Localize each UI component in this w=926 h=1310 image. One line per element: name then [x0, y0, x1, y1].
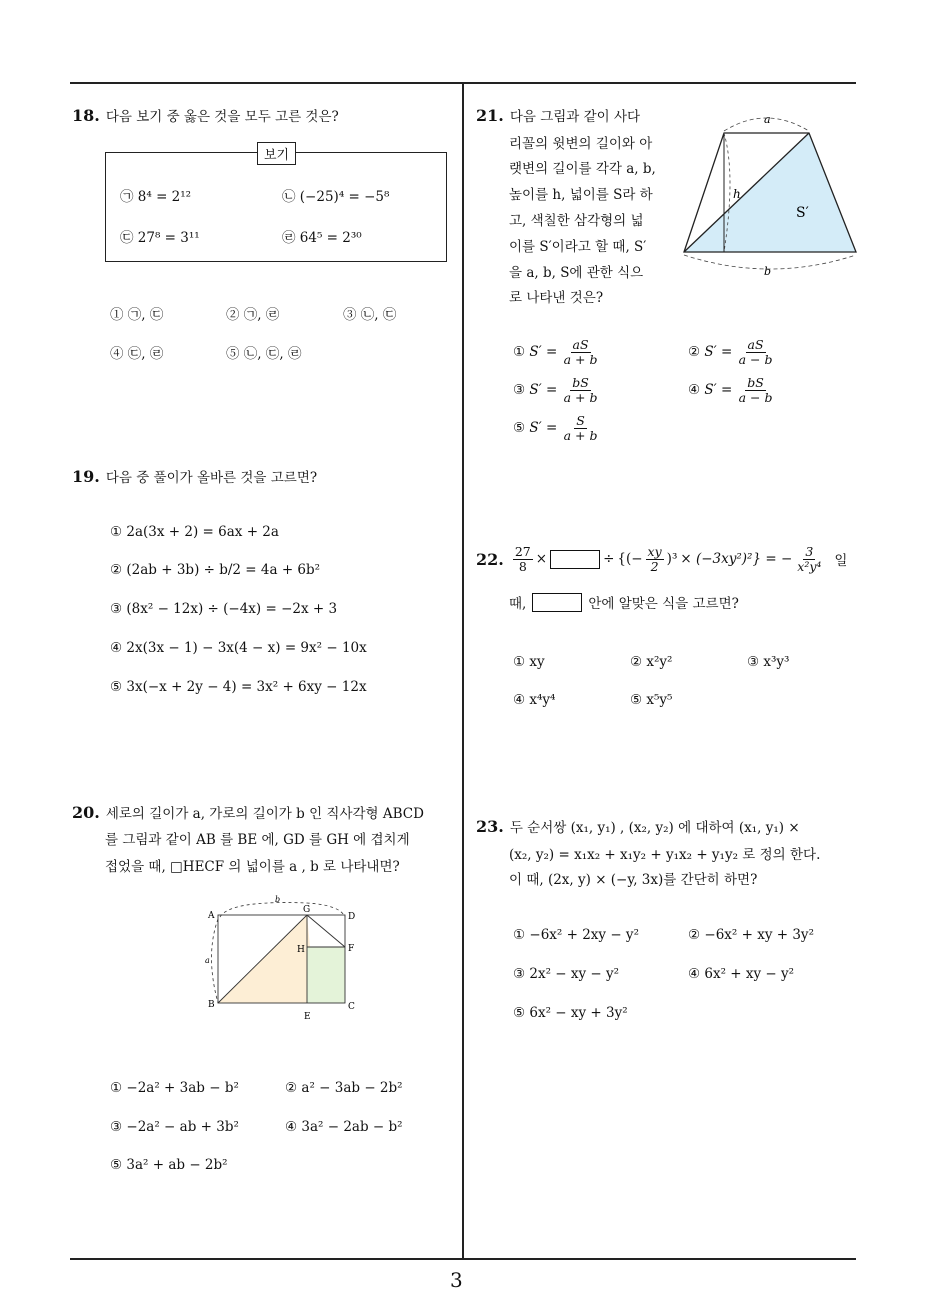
- q18-text: 다음 보기 중 옳은 것을 모두 고른 것은?: [105, 109, 339, 125]
- answer-choice[interactable]: ③ 2x² − xy − y²: [513, 966, 620, 982]
- divide-sign: ÷: [603, 551, 615, 568]
- label-b-length: b: [275, 895, 281, 904]
- label-a-vertex: A: [208, 911, 215, 921]
- fold-line-gf: [307, 915, 345, 947]
- page-number: 3: [450, 1268, 463, 1292]
- label-g-vertex: G: [303, 905, 311, 915]
- q22-number: 22.: [476, 549, 504, 569]
- answer-choice[interactable]: ② a² − 3ab − 2b²: [285, 1080, 403, 1096]
- q22-stem-line: [509, 592, 739, 612]
- q21-number: 21.: [476, 106, 504, 125]
- q21-figure: [676, 105, 864, 280]
- times-sign: ×: [535, 551, 548, 568]
- q21-stem-line: 랫변의 길이를 각각 a, b,: [509, 161, 656, 177]
- answer-choice[interactable]: ⑤ 3a² + ab − 2b²: [110, 1157, 228, 1173]
- label-b: b: [764, 265, 772, 278]
- answer-choice[interactable]: ① 2a(3x + 2) = 6ax + 2a: [110, 524, 279, 540]
- answer-blank-box: [532, 593, 582, 612]
- q20-stem-line: [72, 802, 424, 822]
- label-e-vertex: E: [304, 1012, 311, 1020]
- fraction-3-x2y4: $\frac{3}{\text{x²y⁴}}$: [797, 544, 822, 574]
- q21-stem-line: [476, 105, 640, 125]
- answer-choice[interactable]: ② S′ = $\frac{aS}{a - b}$: [688, 337, 773, 367]
- label-a: a: [764, 113, 771, 126]
- answer-choice[interactable]: ④ 2x(3x − 1) − 3x(4 − x) = 9x² − 10x: [110, 640, 367, 656]
- q21-stem-line: 로 나타낸 것은?: [509, 290, 604, 306]
- q21-stem-line: 고, 색칠한 삼각형의 넓: [509, 213, 644, 229]
- q23-stem-line: [476, 816, 800, 836]
- q19-stem: [72, 466, 317, 486]
- label-b-vertex: B: [208, 1000, 215, 1010]
- bogi-item: ㉡ (−25)⁴ = −5⁸: [282, 189, 390, 205]
- label-h-vertex: H: [297, 945, 305, 955]
- label-f-vertex: F: [348, 944, 355, 954]
- label-s-prime: S′: [796, 205, 809, 221]
- q20-stem-line: 를 그림과 같이 AB 를 BE 에, GD 를 GH 에 겹치게: [105, 832, 410, 848]
- q20-number: 20.: [72, 803, 100, 822]
- bogi-item: ㉢ 27⁸ = 3¹¹: [120, 230, 200, 246]
- dashed-arc-a: [212, 919, 219, 1003]
- q20-text: 세로의 길이가 a, 가로의 길이가 b 인 직사각형 ABCD: [105, 806, 424, 822]
- bottom-rule: [70, 1258, 856, 1260]
- brace-open: {(−: [617, 551, 643, 568]
- q21-text: 다음 그림과 같이 사다: [509, 109, 641, 125]
- answer-choice[interactable]: ③ −2a² − ab + 3b²: [110, 1119, 239, 1135]
- q23-stem-line: 이 때, (2x, y) × (−y, 3x)를 간단히 하면?: [509, 872, 758, 888]
- answer-choice[interactable]: ④ 6x² + xy − y²: [688, 966, 795, 982]
- answer-choice[interactable]: ① xy: [513, 654, 545, 670]
- q21-stem-line: 리꼴의 윗변의 길이와 아: [509, 136, 653, 152]
- power-3: )³: [666, 551, 678, 568]
- answer-choice[interactable]: ③ ㉡, ㉢: [343, 307, 397, 323]
- answer-blank-box: [550, 550, 600, 569]
- q19-number: 19.: [72, 467, 100, 486]
- answer-choice[interactable]: ① ㉠, ㉢: [110, 307, 164, 323]
- answer-choice[interactable]: ⑤ 3x(−x + 2y − 4) = 3x² + 6xy − 12x: [110, 679, 367, 695]
- bogi-title: 보기: [257, 142, 296, 165]
- answer-choice[interactable]: ④ S′ = $\frac{bS}{a - b}$: [688, 375, 773, 405]
- shaded-square-hecf: [307, 947, 345, 1003]
- q20-figure: [200, 895, 365, 1020]
- label-d-vertex: D: [348, 912, 356, 922]
- q18-number: 18.: [72, 106, 100, 125]
- answer-choice[interactable]: ③ (8x² − 12x) ÷ (−4x) = −2x + 3: [110, 601, 338, 617]
- q20-stem-line: 접었을 때, □HECF 의 넓이를 a , b 로 나타내면?: [105, 859, 400, 875]
- label-c-vertex: C: [348, 1002, 355, 1012]
- answer-choice[interactable]: ③ x³y³: [747, 654, 790, 670]
- answer-choice[interactable]: ⑤ x⁵y⁵: [630, 692, 673, 708]
- fraction-27-8: $\frac{27}{8}$: [514, 544, 531, 574]
- answer-choice[interactable]: ② ㉠, ㉣: [226, 307, 280, 323]
- answer-choice[interactable]: ⑤ 6x² − xy + 3y²: [513, 1005, 628, 1021]
- answer-choice[interactable]: ④ 3a² − 2ab − b²: [285, 1119, 403, 1135]
- label-a-length: a: [205, 956, 210, 965]
- q22-line2-end: 안에 알맞은 식을 고르면?: [588, 596, 739, 612]
- answer-choice[interactable]: ④ x⁴y⁴: [513, 692, 556, 708]
- answer-choice[interactable]: ② x²y²: [630, 654, 673, 670]
- answer-choice[interactable]: ④ ㉢, ㉣: [110, 346, 164, 362]
- answer-choice[interactable]: ① S′ = $\frac{aS}{a + b}$: [513, 337, 598, 367]
- answer-choice[interactable]: ⑤ S′ = $\frac{S}{a + b}$: [513, 413, 598, 443]
- bogi-item: ㉠ 8⁴ = 2¹²: [120, 189, 192, 205]
- q18-stem: [72, 105, 339, 125]
- q23-stem-line: (x₂, y₂) = x₁x₂ + x₁y₂ + y₁x₂ + y₁y₂ 로 정의 한다.: [509, 847, 821, 863]
- answer-choice[interactable]: ⑤ ㉡, ㉢, ㉣: [226, 346, 302, 362]
- q21-stem-line: 높이를 h, 넓이를 S라 하: [509, 187, 653, 203]
- answer-choice[interactable]: ③ S′ = $\frac{bS}{a + b}$: [513, 375, 598, 405]
- q23-text: 두 순서쌍 (x₁, y₁) , (x₂, y₂) 에 대하여 (x₁, y₁) ×: [509, 820, 800, 836]
- answer-choice[interactable]: ① −2a² + 3ab − b²: [110, 1080, 239, 1096]
- q19-text: 다음 중 풀이가 올바른 것을 고르면?: [105, 470, 318, 486]
- answer-choice[interactable]: ② −6x² + xy + 3y²: [688, 927, 814, 943]
- answer-choice[interactable]: ② (2ab + 3b) ÷ b/2 = 4a + 6b²: [110, 562, 321, 578]
- q21-stem-line: 이를 S′이라고 할 때, S′: [509, 239, 647, 255]
- q23-number: 23.: [476, 817, 504, 836]
- q22-stem-line: [476, 545, 847, 574]
- answer-choice[interactable]: ① −6x² + 2xy − y²: [513, 927, 639, 943]
- label-h: h: [733, 187, 741, 201]
- column-divider: [462, 83, 464, 1259]
- q22-line2-start: 때,: [509, 596, 527, 612]
- bogi-item: ㉣ 64⁵ = 2³⁰: [282, 230, 362, 246]
- q21-stem-line: 을 a, b, S에 관한 식으: [509, 265, 644, 281]
- q22-tail: 일: [834, 553, 848, 570]
- fraction-xy-2: $\frac{xy}{2}$: [647, 544, 662, 574]
- q22-middle-expr: × (−3xy²)²} = −: [680, 551, 793, 568]
